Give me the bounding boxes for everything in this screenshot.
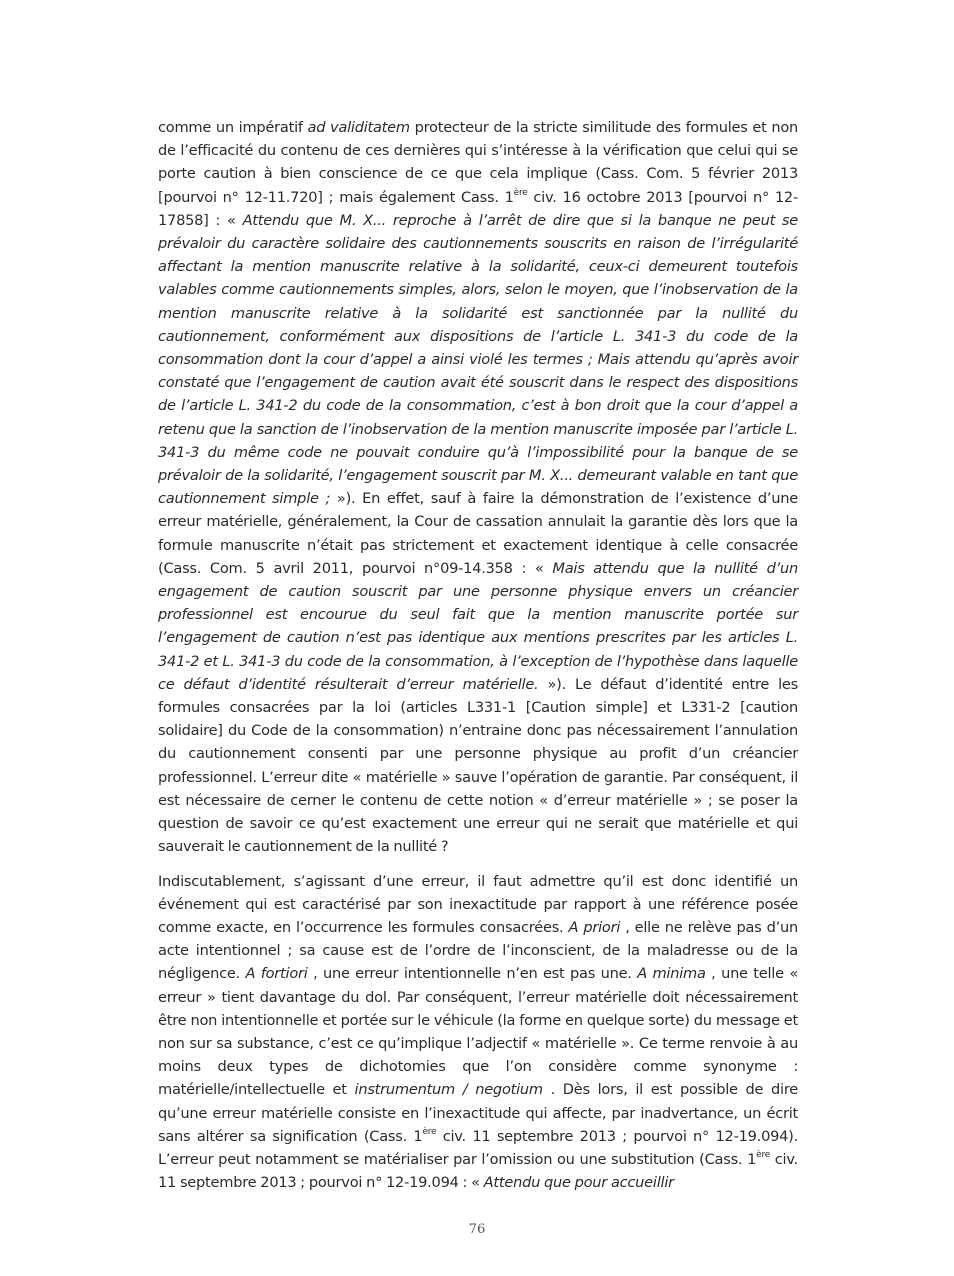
italic-text: Mais attendu que la nullité d’un engagement de caution souscrit par une personne physique envers un créancier professionnel est encourue du seul fait que la mention manuscrite portée sur l’engagement de caution n’est pas identique aux mentions prescrites par les articles L. 341-2 et L. 341-3 du code de la consommation, à l’exception de l’hypothèse dans laquelle ce défaut d’identité résulterait d’erreur matérielle. [158, 559, 798, 693]
italic-text: A minima [637, 965, 706, 983]
paragraph-1 [158, 116, 798, 859]
text-run: comme un impératif [158, 119, 308, 136]
superscript-text: ère [513, 187, 528, 198]
italic-text: Attendu que M. X... reproche à l’arrêt de dire que si la banque ne peut se prévaloir du caractère solidaire des cautionnements souscrits en raison de l’irrégularité affectant la mention manuscrite relative à la solidarité, ceux-ci demeurent toutefois valables comme cautionnements simples, alors, selon le moyen, que l’inobservation de la mention manuscrite relative à la solidarité est sanctionnée par la nullité du cautionnement, conformément aux dispositions de l’article L. 341-3 du code de la consommation dont la cour d’appel a ainsi violé les termes ; Mais attendu qu’après avoir constaté que l’engagement de caution avait été souscrit dans le respect des dispositions de l’article L. 341-2 du code de la consommation, c’est à bon droit que la cour d’appel a retenu que la sanction de l’inobservation de la mention manuscrite imposée par l’article L. 341-3 du même code ne pouvait conduire qu’à l’impossibilité pour la banque de se prévaloir de la solidarité, l’engagement souscrit par M. X... demeurant valable en tant que cautionnement simple ; [158, 211, 799, 508]
document-body [158, 116, 798, 1194]
superscript-text: ère [756, 1149, 770, 1160]
paragraph-2 [158, 870, 798, 1195]
text-run: civ. 16 octobre 2013 [pourvoi n° 12-17858] : « [158, 188, 798, 229]
text-run: protecteur de la stricte similitude des formules et non de l’efficacité du contenu de ces dernières qui s’intéresse à la vérification que celui qui se porte caution à bien conscience de ce que cela implique (Cass. Com. 5 février 2013 [pourvoi n° 12-11.720] ; mais également Cass. 1 [158, 119, 798, 206]
text-run: civ. 11 septembre 2013 ; pourvoi n° 12-19.094 : « [158, 1150, 799, 1192]
superscript-text: ère [422, 1126, 437, 1137]
text-run: »). En effet, sauf à faire la démonstration de l’existence d’une erreur matérielle, généralement, la Cour de cassation annulait la garantie dès lors que la formule manuscrite n’était pas strictement et exactement identique à celle consacrée (Cass. Com. 5 avril 2011, pourvoi n°09-14.358 : « [158, 490, 798, 577]
italic-text: instrumentum / negotium [354, 1081, 543, 1099]
italic-text: A fortiori [245, 965, 308, 983]
italic-text: ad validitatem [307, 119, 410, 136]
text-run: . Dès lors, il est possible de dire qu’une erreur matérielle consiste en l’inexactitude qui affecte, par inadvertance, un écrit sans altérer sa signification (Cass. 1 [158, 1081, 798, 1145]
text-run: »). Le défaut d’identité entre les formules consacrées par la loi (articles L331-1 [Caution simple] et L331-2 [caution solidaire] du Code de la consommation) n’entraine donc pas nécessairement l’annulation du cautionnement consenti par une personne physique au profit d’un créancier professionnel. L’erreur dite « matérielle » sauve l’opération de garantie. Par conséquent, il est nécessaire de cerner le contenu de cette notion « d’erreur matérielle » ; se poser la question de savoir ce qu’est exactement une erreur qui ne serait que matérielle et qui sauverait le cautionnement de la nullité ? [158, 675, 799, 856]
italic-text: A priori [568, 918, 621, 936]
text-run: , elle ne relève pas d’un acte intentionnel ; sa cause est de l’ordre de l’inconscient, de la maladresse ou de la négligence. [158, 918, 798, 983]
italic-text: Attendu que pour accueillir [483, 1174, 674, 1192]
text-run: Indiscutablement, s’agissant d’une erreur, il faut admettre qu’il est donc identifié un événement qui est caractérisé par son inexactitude par rapport à une référence posée comme exacte, en l’occurrence les formules consacrées. [158, 872, 798, 936]
text-run: , une telle « erreur » tient davantage du dol. Par conséquent, l’erreur matérielle doit nécessairement être non intentionnelle et portée sur le véhicule (la forme en quelque sorte) du message et non sur sa substance, c’est ce qu’implique l’adjectif « matérielle ». Ce terme renvoie à au moins deux types de dichotomies que l’on considère comme synonyme : matérielle/intellectuelle et [158, 965, 799, 1099]
text-run: , une erreur intentionnelle n’en est pas une. [307, 965, 638, 983]
page-number: 76 [468, 1222, 486, 1237]
text-run: civ. 11 septembre 2013 ; pourvoi n° 12-19.094). L’erreur peut notamment se matérialiser par l’omission ou une substitution (Cass. 1 [158, 1127, 799, 1168]
